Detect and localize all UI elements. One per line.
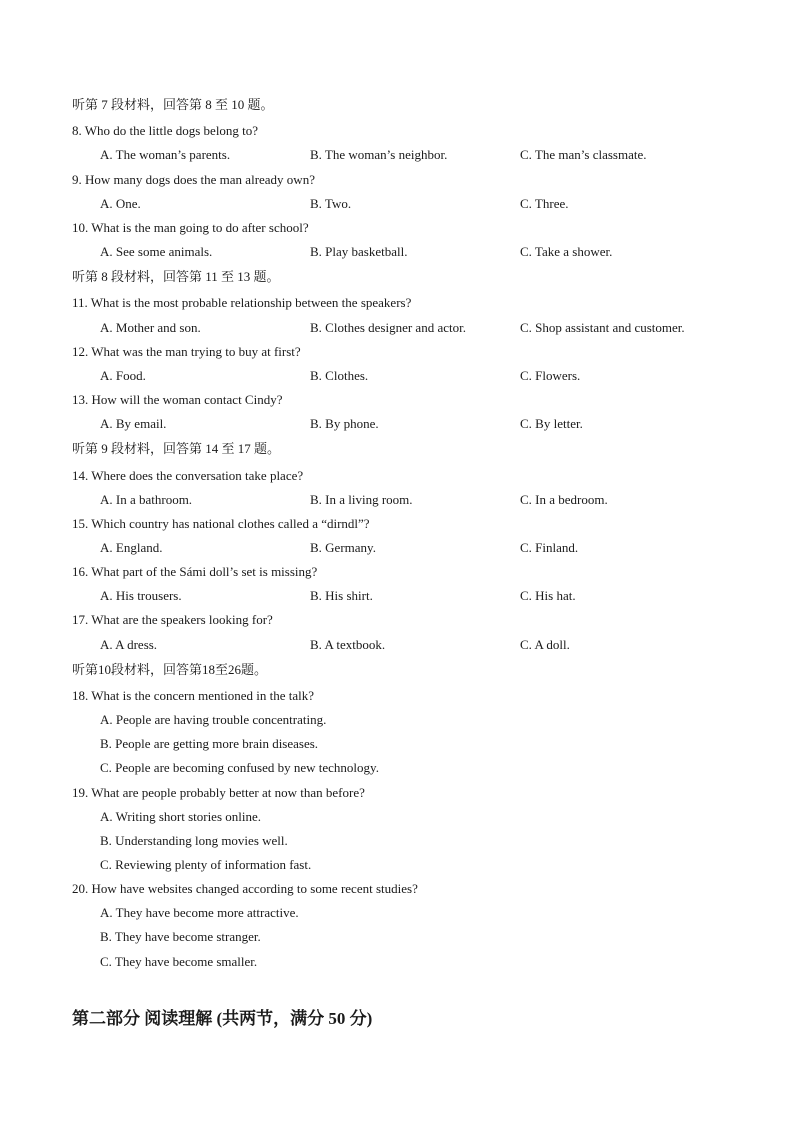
question-17: 17. What are the speakers looking for? bbox=[72, 612, 273, 627]
option-13b: B. By phone. bbox=[310, 416, 379, 431]
option-9b: B. Two. bbox=[310, 196, 352, 211]
option-15a: A. England. bbox=[100, 540, 163, 555]
option-17b: B. A textbook. bbox=[310, 637, 386, 652]
option-9a: A. One. bbox=[100, 196, 141, 211]
option-18c: C. People are becoming confused by new technology. bbox=[100, 760, 379, 775]
option-10a: A. See some animals. bbox=[100, 244, 213, 259]
section-header: 听第 7 段材料，回答第 8 至 10 题。 bbox=[72, 97, 274, 112]
option-11a: A. Mother and son. bbox=[100, 320, 201, 335]
option-16c: C. His hat. bbox=[520, 588, 576, 603]
option-13c: C. By letter. bbox=[520, 416, 583, 431]
option-11c: C. Shop assistant and customer. bbox=[520, 320, 685, 335]
option-19a: A. Writing short stories online. bbox=[100, 809, 262, 824]
question-16: 16. What part of the Sámi doll’s set is missing? bbox=[72, 564, 318, 579]
option-8b: B. The woman’s neighbor. bbox=[310, 147, 448, 162]
option-20b: B. They have become stranger. bbox=[100, 929, 261, 944]
part-two-title: 第二部分 阅读理解 (共两节，满分 50 分) bbox=[72, 1009, 373, 1028]
question-12: 12. What was the man trying to buy at first? bbox=[72, 344, 301, 359]
option-15b: B. Germany. bbox=[310, 540, 376, 555]
option-19c: C. Reviewing plenty of information fast. bbox=[100, 857, 312, 872]
option-11b: B. Clothes designer and actor. bbox=[310, 320, 466, 335]
option-20a: A. They have become more attractive. bbox=[100, 905, 299, 920]
option-14c: C. In a bedroom. bbox=[520, 492, 608, 507]
section-header: 听第 9 段材料，回答第 14 至 17 题。 bbox=[72, 441, 281, 456]
option-19b: B. Understanding long movies well. bbox=[100, 833, 288, 848]
question-20: 20. How have websites changed according to some recent studies? bbox=[72, 881, 418, 896]
option-12a: A. Food. bbox=[100, 368, 146, 383]
question-11: 11. What is the most probable relationship between the speakers? bbox=[72, 295, 412, 310]
question-18: 18. What is the concern mentioned in the talk? bbox=[72, 688, 314, 703]
option-8c: C. The man’s classmate. bbox=[520, 147, 647, 162]
section-header: 听第 8 段材料，回答第 11 至 13 题。 bbox=[72, 269, 280, 284]
option-8a: A. The woman’s parents. bbox=[100, 147, 231, 162]
question-15: 15. Which country has national clothes called a “dirndl”? bbox=[72, 516, 370, 531]
option-12b: B. Clothes. bbox=[310, 368, 369, 383]
option-17c: C. A doll. bbox=[520, 637, 570, 652]
option-10b: B. Play basketball. bbox=[310, 244, 408, 259]
section-header: 听第10段材料，回答第18至26题。 bbox=[72, 662, 268, 677]
option-17a: A. A dress. bbox=[100, 637, 158, 652]
question-9: 9. How many dogs does the man already own? bbox=[72, 172, 315, 187]
option-18b: B. People are getting more brain diseases. bbox=[100, 736, 319, 751]
option-20c: C. They have become smaller. bbox=[100, 954, 258, 969]
question-13: 13. How will the woman contact Cindy? bbox=[72, 392, 283, 407]
option-9c: C. Three. bbox=[520, 196, 569, 211]
question-8: 8. Who do the little dogs belong to? bbox=[72, 123, 259, 138]
question-19: 19. What are people probably better at now than before? bbox=[72, 785, 365, 800]
option-16b: B. His shirt. bbox=[310, 588, 373, 603]
option-10c: C. Take a shower. bbox=[520, 244, 613, 259]
option-13a: A. By email. bbox=[100, 416, 167, 431]
question-10: 10. What is the man going to do after school? bbox=[72, 220, 309, 235]
option-15c: C. Finland. bbox=[520, 540, 579, 555]
option-16a: A. His trousers. bbox=[100, 588, 182, 603]
question-14: 14. Where does the conversation take place? bbox=[72, 468, 304, 483]
option-12c: C. Flowers. bbox=[520, 368, 581, 383]
option-14a: A. In a bathroom. bbox=[100, 492, 193, 507]
option-18a: A. People are having trouble concentrating. bbox=[100, 712, 327, 727]
option-14b: B. In a living room. bbox=[310, 492, 413, 507]
